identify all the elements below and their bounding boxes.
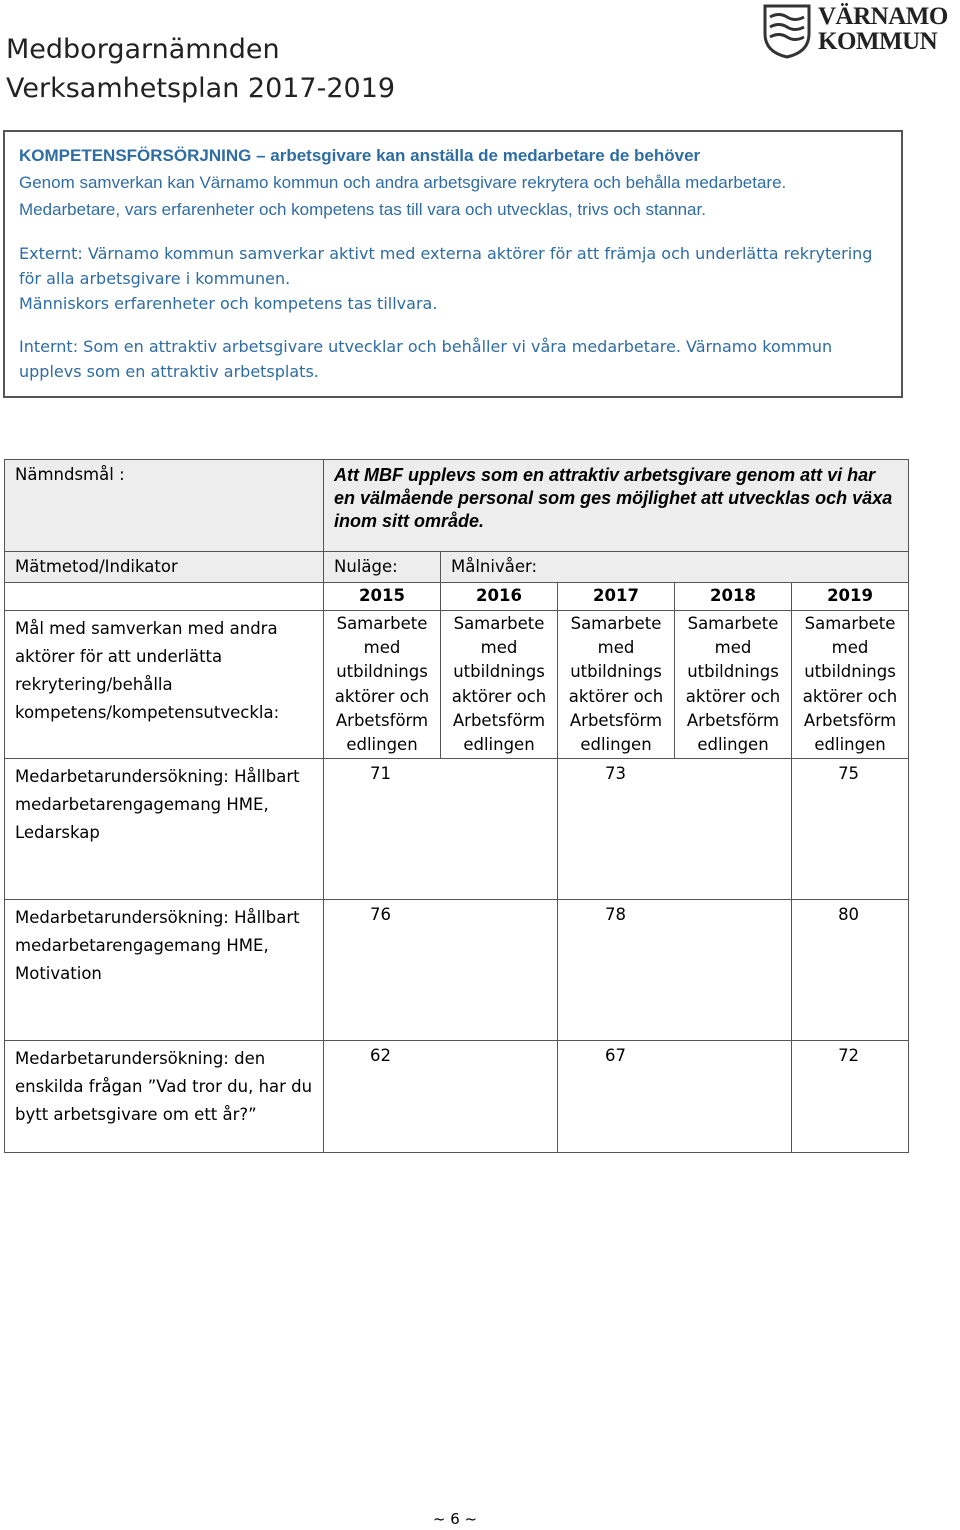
value-2019: 80 [792, 900, 909, 1041]
table-row [5, 759, 909, 900]
indicator-hme-motivation: Medarbetarundersökning: Hållbart medarbetarengagemang HME, Motivation [5, 900, 324, 1041]
cell-2016: Samarbete med utbildnings aktörer och Arbetsförm edlingen [441, 611, 558, 759]
indicator-hme-ledarskap: Medarbetarundersökning: Hållbart medarbetarengagemang HME, Ledarskap [5, 759, 324, 900]
table-row [5, 1041, 909, 1153]
box-external-2: Människors erfarenheter och kompetens tas tillvara. [19, 294, 438, 313]
cell-2019: Samarbete med utbildnings aktörer och Arbetsförm edlingen [792, 611, 909, 759]
title-line-1: Medborgarnämnden [6, 34, 280, 65]
box-internal: Internt: Som en attraktiv arbetsgivare utvecklar och behåller vi våra medarbetare. Värnamo kommun upplevs som en attraktiv arbetsplats. [19, 337, 833, 381]
table-row [5, 900, 909, 1041]
crest-icon [762, 3, 812, 59]
document-title [6, 30, 395, 108]
value-now: 71 [324, 759, 558, 900]
year-2019: 2019 [792, 583, 909, 611]
logo-line-1: VÄRNAMO [818, 3, 948, 30]
title-line-2: Verksamhetsplan 2017-2019 [6, 73, 396, 104]
goal-label: Nämndsmål : [5, 460, 324, 552]
indicator-change-employer: Medarbetarundersökning: den enskilda frågan ”Vad tror du, har du bytt arbetsgivare om ett år?” [5, 1041, 324, 1153]
box-external-1: Externt: Värnamo kommun samverkar aktivt med externa aktörer för att främja och underlätta rekrytering för alla arbetsgivare i kommunen. [19, 244, 873, 288]
goal-table [4, 459, 909, 1153]
value-2017: 67 [558, 1041, 792, 1153]
value-2017: 78 [558, 900, 792, 1041]
value-now: 62 [324, 1041, 558, 1153]
value-2019: 72 [792, 1041, 909, 1153]
page-number: ~ 6 ~ [432, 1510, 478, 1528]
varnamo-kommun-logo [762, 2, 958, 60]
goal-text: Att MBF upplevs som en attraktiv arbetsgivare genom att vi har en välmående personal som ges möjlighet att utvecklas och växa inom sitt område. [324, 460, 909, 552]
year-2016: 2016 [441, 583, 558, 611]
box-line-1: Genom samverkan kan Värnamo kommun och andra arbetsgivare rekrytera och behålla medarbetare. [19, 173, 787, 192]
table-row [5, 611, 909, 759]
box-line-2: Medarbetare, vars erfarenheter och kompetens tas till vara och utvecklas, trivs och stannar. [19, 200, 706, 219]
cell-2017: Samarbete med utbildnings aktörer och Arbetsförm edlingen [558, 611, 675, 759]
value-now: 76 [324, 900, 558, 1041]
col-now-header: Nuläge: [324, 552, 441, 583]
value-2019: 75 [792, 759, 909, 900]
col-target-header: Målnivåer: [441, 552, 909, 583]
value-2017: 73 [558, 759, 792, 900]
box-heading: KOMPETENSFÖRSÖRJNING – arbetsgivare kan anställa de medarbetare de behöver [19, 146, 701, 165]
col-method-header: Mätmetod/Indikator [5, 552, 324, 583]
year-row-spacer [5, 583, 324, 611]
year-2015: 2015 [324, 583, 441, 611]
competence-box [3, 130, 903, 398]
year-2017: 2017 [558, 583, 675, 611]
indicator-collaboration: Mål med samverkan med andra aktörer för att underlätta rekrytering/behålla kompetens/kompetensutveckla: [5, 611, 324, 759]
year-2018: 2018 [675, 583, 792, 611]
logo-line-2: KOMMUN [818, 28, 938, 55]
cell-2018: Samarbete med utbildnings aktörer och Arbetsförm edlingen [675, 611, 792, 759]
cell-2015: Samarbete med utbildnings aktörer och Arbetsförm edlingen [324, 611, 441, 759]
